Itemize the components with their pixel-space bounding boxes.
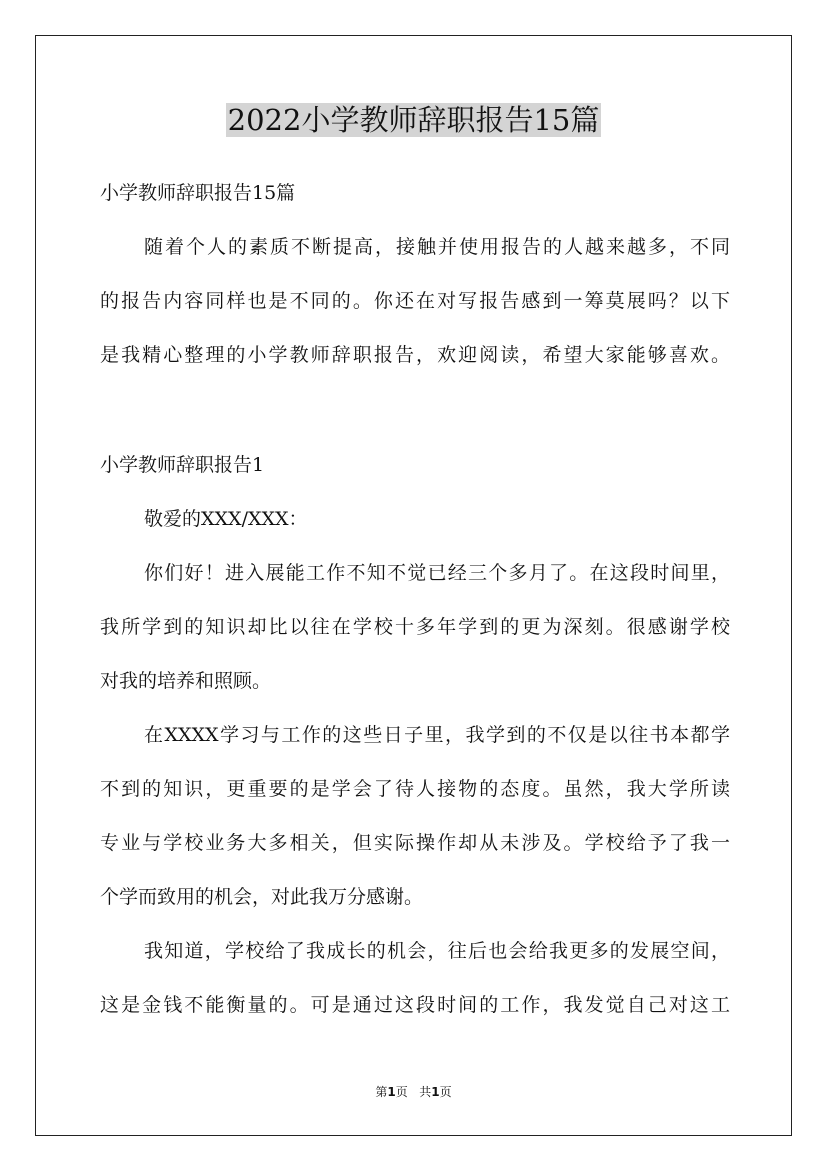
footer-page-number: 1 xyxy=(387,1085,396,1099)
document-title xyxy=(0,98,827,142)
footer-total-unit: 页 xyxy=(439,1085,452,1099)
footer-page-unit: 页 xyxy=(395,1085,408,1099)
para1-line-1: 你们好！进入展能工作不知不觉已经三个多月了。在这段时间里， xyxy=(144,562,730,584)
para3-line-1: 我知道，学校给了我成长的机会，往后也会给我更多的发展空间， xyxy=(144,940,730,962)
para3-line-2: 这是金钱不能衡量的。可是通过这段时间的工作，我发觉自己对这工 xyxy=(100,994,730,1016)
para2-line-2: 不到的知识，更重要的是学会了待人接物的态度。虽然，我大学所读 xyxy=(100,778,730,800)
subtitle: 小学教师辞职报告15篇 xyxy=(100,182,296,204)
salutation: 敬爱的XXX/XXX： xyxy=(144,508,308,530)
intro-line-3: 是我精心整理的小学教师辞职报告，欢迎阅读，希望大家能够喜欢。 xyxy=(100,344,730,366)
page-footer xyxy=(0,1083,827,1101)
para1-line-2: 我所学到的知识却比以往在学校十多年学到的更为深刻。很感谢学校 xyxy=(100,616,730,638)
para2-line-4: 个学而致用的机会，对此我万分感谢。 xyxy=(100,886,424,908)
intro-line-1: 随着个人的素质不断提高，接触并使用报告的人越来越多，不同 xyxy=(144,236,730,258)
intro-line-2: 的报告内容同样也是不同的。你还在对写报告感到一筹莫展吗？以下 xyxy=(100,290,730,312)
para1-line-3: 对我的培养和照顾。 xyxy=(100,670,272,692)
document-title-text: 2022小学教师辞职报告15篇 xyxy=(227,103,600,137)
footer-total-prefix: 共 xyxy=(419,1085,432,1099)
para2-line-3: 专业与学校业务大多相关，但实际操作却从未涉及。学校给予了我一 xyxy=(100,832,730,854)
footer-total-number: 1 xyxy=(431,1085,440,1099)
para2-line-1: 在XXXX学习与工作的这些日子里，我学到的不仅是以往书本都学 xyxy=(144,724,730,746)
section-heading: 小学教师辞职报告1 xyxy=(100,454,265,476)
footer-page-prefix: 第 xyxy=(375,1085,388,1099)
